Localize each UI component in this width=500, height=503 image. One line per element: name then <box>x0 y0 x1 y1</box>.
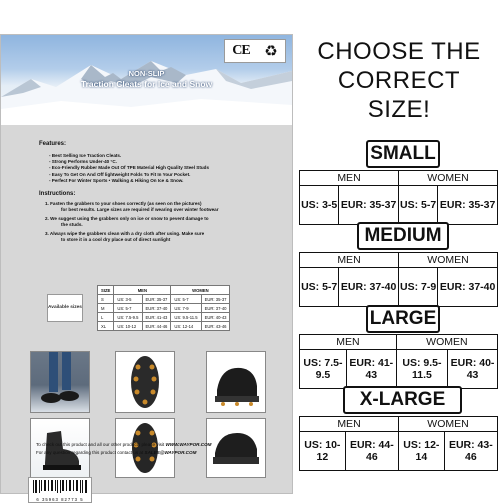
mini-cell: EUR: 37-40 <box>201 304 230 313</box>
feature-item: - Strong Performs Under-40 °C. <box>49 159 117 165</box>
shoe-with-cleat-photo <box>206 351 266 413</box>
size-label-x-large: X-LARGE <box>343 386 462 414</box>
title-line: CHOOSE THE <box>317 38 481 65</box>
size-guide-title <box>298 37 500 124</box>
size-table-medium <box>299 252 498 307</box>
hero-banner <box>1 35 292 125</box>
mini-size-table-header <box>98 286 230 295</box>
instruction-item <box>45 231 255 243</box>
size-table-values <box>300 350 498 389</box>
mini-size-row <box>98 313 230 322</box>
mini-cell: EUR: 37-40 <box>142 304 171 313</box>
mini-cell: US: 10-12 <box>114 322 142 331</box>
mini-cell: US: 7.5-9.5 <box>114 313 142 322</box>
mini-cell: US: 9.5-11.5 <box>171 313 201 322</box>
available-sizes-label: Available sizes <box>47 294 83 322</box>
instruction-text: 3. Always wipe the grabbers clean with a dry cloth after using. Make sure <box>45 231 205 236</box>
men-us-size: US: 5-7 <box>300 268 339 307</box>
website-link[interactable]: WWW.WAYPOR.COM <box>165 442 212 447</box>
features-list <box>49 153 209 184</box>
mini-cell: XL <box>98 322 114 331</box>
men-eur-size: EUR: 44-46 <box>345 432 398 471</box>
mini-cell: US: 3-5 <box>114 295 142 304</box>
mini-header-cell: SIZE <box>98 286 114 295</box>
mini-cell: M <box>98 304 114 313</box>
boot-on-snow-photo <box>30 418 90 478</box>
footer-email-text: For any question regarding this product contact us at <box>36 450 145 455</box>
mini-cell: US: 12-14 <box>171 322 201 331</box>
recycle-icon: ♻ <box>264 42 278 60</box>
instruction-subtext: the studs. <box>61 222 83 227</box>
size-label-medium: MEDIUM <box>357 222 449 250</box>
certification-logos <box>224 39 286 63</box>
mini-header-cell: MEN <box>114 286 171 295</box>
feature-item: - Easy To Get On And Off lightweight Folds To Fit In Your Pocket. <box>49 171 191 177</box>
barcode-bars-icon <box>29 478 91 494</box>
women-eur-size: EUR: 40-43 <box>448 350 498 389</box>
women-us-size: US: 9.5-11.5 <box>396 350 447 389</box>
size-table-header <box>300 171 498 186</box>
cleat-top-photo <box>115 351 175 413</box>
women-us-size: US: 12-14 <box>398 432 444 471</box>
men-column-label: MEN <box>300 253 399 268</box>
men-eur-size: EUR: 41-43 <box>346 350 396 389</box>
men-us-size: US: 7.5-9.5 <box>300 350 347 389</box>
email-link[interactable]: SALES@WAYPOR.COM <box>144 450 197 455</box>
men-us-size: US: 3-5 <box>300 186 339 225</box>
instructions-heading: Instructions: <box>39 191 76 197</box>
women-column-label: WOMEN <box>398 417 497 432</box>
barcode-number: 6 35963 82773 5 <box>36 497 84 502</box>
size-table-values <box>300 186 498 225</box>
size-table-header <box>300 335 498 350</box>
title-line: SIZE! <box>367 96 431 123</box>
instruction-text: 2. We suggest using the grabbers only on ice or snow to pevent damage to <box>45 216 209 221</box>
footer-email-line <box>36 450 196 455</box>
mini-cell: EUR: 44-46 <box>142 322 171 331</box>
women-eur-size: EUR: 43-46 <box>444 432 497 471</box>
mini-size-row <box>98 304 230 313</box>
women-us-size: US: 7-9 <box>398 268 437 307</box>
size-table-small <box>299 170 498 225</box>
instruction-subtext: to store it in a cool dry place out of direct sunlight <box>61 237 171 242</box>
title-line: CORRECT <box>337 67 461 94</box>
mini-size-row <box>98 322 230 331</box>
men-column-label: MEN <box>300 171 399 186</box>
instructions-list <box>45 201 255 246</box>
mini-cell: S <box>98 295 114 304</box>
size-guide <box>298 0 500 500</box>
mini-cell: EUR: 43-46 <box>201 322 230 331</box>
men-us-size: US: 10-12 <box>300 432 346 471</box>
product-subtitle: Traction Cleats for Ice and Snow <box>80 79 213 89</box>
size-table-x-large <box>299 416 498 471</box>
size-label-small: SMALL <box>366 140 440 168</box>
men-column-label: MEN <box>300 417 399 432</box>
cleat-bottom-photo <box>115 418 175 478</box>
women-column-label: WOMEN <box>398 171 497 186</box>
shoe-sole-photo <box>206 418 266 478</box>
mini-cell: EUR: 35-37 <box>201 295 230 304</box>
barcode <box>28 477 92 503</box>
men-eur-size: EUR: 35-37 <box>339 186 399 225</box>
mini-cell: EUR: 40-43 <box>201 313 230 322</box>
women-column-label: WOMEN <box>396 335 497 350</box>
ce-mark: CE <box>232 43 250 58</box>
size-table-values <box>300 432 498 471</box>
instruction-text: 1. Fasten the grabbers to your shoes correctly (as seen on the pictures) <box>45 201 202 206</box>
mini-size-table <box>97 285 230 331</box>
size-table-header <box>300 417 498 432</box>
size-table-values <box>300 268 498 307</box>
mini-size-row <box>98 295 230 304</box>
feature-item: - Eco-Friendly Rubber Made Out Of TPE Material High Quality Steel Studs <box>49 165 210 171</box>
size-table-header <box>300 253 498 268</box>
packaging-card <box>0 34 293 502</box>
mini-cell: US: 5-7 <box>171 295 201 304</box>
mini-header-cell: WOMEN <box>171 286 230 295</box>
feature-item: - Best Selling Ice Traction Cleats. <box>49 153 122 158</box>
non-slip-label: NON-SLIP <box>128 69 165 78</box>
mini-cell: EUR: 41-43 <box>142 313 171 322</box>
women-eur-size: EUR: 37-40 <box>438 268 498 307</box>
footer-website-text: To check out this product and all our other products please visit <box>36 442 166 447</box>
footer-website-line <box>36 442 211 447</box>
mini-cell: US: 7-9 <box>171 304 201 313</box>
mini-cell: L <box>98 313 114 322</box>
men-column-label: MEN <box>300 335 397 350</box>
women-us-size: US: 5-7 <box>398 186 437 225</box>
feature-item: - Perfect For Winter Sports • Walking & Hiking On Ice & Snow. <box>49 177 184 183</box>
instruction-item <box>45 216 255 228</box>
walking-on-ice-photo <box>30 351 90 413</box>
mini-cell: EUR: 35-37 <box>142 295 171 304</box>
women-eur-size: EUR: 35-37 <box>438 186 498 225</box>
size-table-large <box>299 334 498 389</box>
instruction-item <box>45 201 255 213</box>
men-eur-size: EUR: 37-40 <box>339 268 399 307</box>
mini-cell: US: 5-7 <box>114 304 142 313</box>
women-column-label: WOMEN <box>398 253 497 268</box>
size-label-large: LARGE <box>366 305 440 333</box>
instruction-subtext: for best results. Large sizes are required if wearing over winter footwear <box>61 207 219 212</box>
features-heading: Features: <box>39 141 67 147</box>
